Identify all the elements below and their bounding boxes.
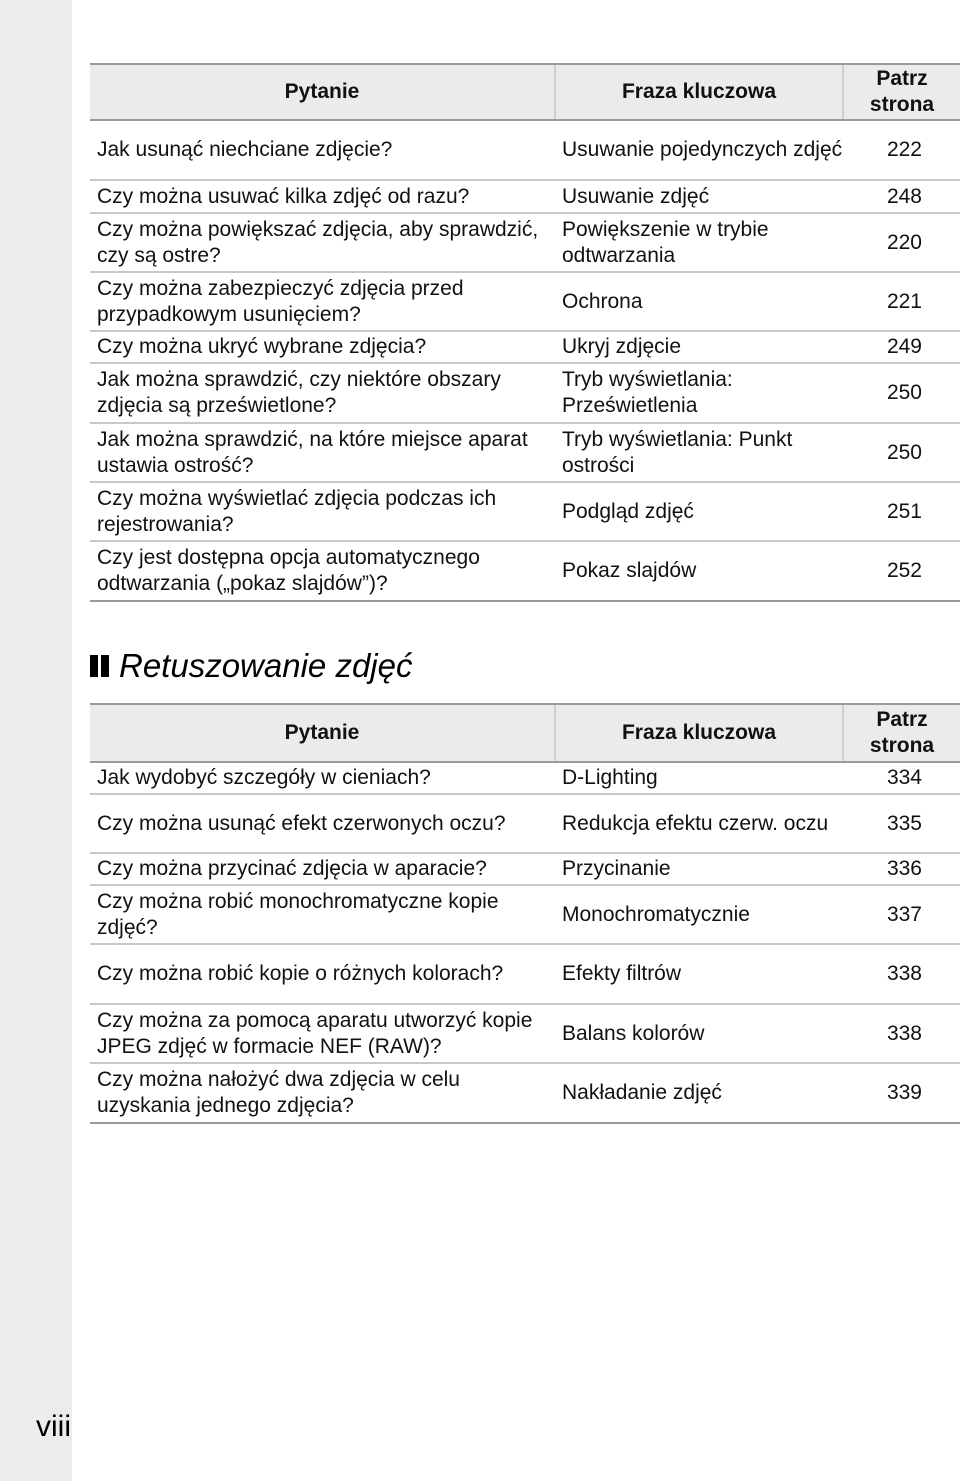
table-row [90, 944, 960, 1004]
page-cell: 339 [843, 1063, 960, 1123]
page-cell: 248 [843, 180, 960, 213]
keyword-cell: Tryb wyświetlania: Punkt ostrości [555, 423, 843, 482]
header-page: Patrz strona [843, 704, 960, 762]
question-cell: Jak można sprawdzić, na które miejsce aparat ustawia ostrość? [90, 423, 555, 482]
keyword-cell: Monochromatycznie [555, 885, 843, 944]
header-keyword: Fraza kluczowa [555, 64, 843, 120]
table-row [90, 331, 960, 363]
table-row [90, 423, 960, 482]
section-marker-icon [90, 655, 109, 677]
table-header-row [90, 64, 960, 120]
keyword-cell: Pokaz slajdów [555, 541, 843, 601]
header-keyword: Fraza kluczowa [555, 704, 843, 762]
table-row [90, 762, 960, 794]
table-row [90, 180, 960, 213]
question-cell: Czy można usunąć efekt czerwonych oczu? [90, 794, 555, 853]
page-cell: 250 [843, 423, 960, 482]
question-cell: Czy można za pomocą aparatu utworzyć kopie JPEG zdjęć w formacie NEF (RAW)? [90, 1004, 555, 1063]
question-cell: Jak wydobyć szczegóły w cieniach? [90, 762, 555, 794]
question-cell: Czy można zabezpieczyć zdjęcia przed przypadkowym usunięciem? [90, 272, 555, 331]
page-cell: 338 [843, 944, 960, 1004]
page-cell: 337 [843, 885, 960, 944]
keyword-cell: Ochrona [555, 272, 843, 331]
section-heading [90, 647, 413, 685]
page-cell: 250 [843, 363, 960, 423]
table-row [90, 853, 960, 885]
keyword-cell: Redukcja efektu czerw. oczu [555, 794, 843, 853]
keyword-cell: Ukryj zdjęcie [555, 331, 843, 363]
table-row [90, 120, 960, 180]
keyword-cell: D-Lighting [555, 762, 843, 794]
question-cell: Czy jest dostępna opcja automatycznego odtwarzania („pokaz slajdów”)? [90, 541, 555, 601]
page-cell: 252 [843, 541, 960, 601]
page-cell: 335 [843, 794, 960, 853]
table-header-row [90, 704, 960, 762]
table-row [90, 482, 960, 541]
keyword-cell: Powiększenie w trybie odtwarzania [555, 213, 843, 272]
page-margin-strip [0, 0, 72, 1481]
keyword-cell: Usuwanie zdjęć [555, 180, 843, 213]
keyword-cell: Tryb wyświetlania: Prześwietlenia [555, 363, 843, 423]
question-cell: Jak można sprawdzić, czy niektóre obszary zdjęcia są prześwietlone? [90, 363, 555, 423]
question-cell: Jak usunąć niechciane zdjęcie? [90, 120, 555, 180]
table-row [90, 885, 960, 944]
question-cell: Czy można przycinać zdjęcia w aparacie? [90, 853, 555, 885]
header-question: Pytanie [90, 704, 555, 762]
table-row [90, 794, 960, 853]
page-cell: 222 [843, 120, 960, 180]
table-row [90, 1063, 960, 1123]
header-question: Pytanie [90, 64, 555, 120]
page-cell: 249 [843, 331, 960, 363]
page-cell: 334 [843, 762, 960, 794]
keyword-cell: Efekty filtrów [555, 944, 843, 1004]
question-cell: Czy można robić kopie o różnych kolorach? [90, 944, 555, 1004]
question-cell: Czy można usuwać kilka zdjęć od razu? [90, 180, 555, 213]
table-row [90, 363, 960, 423]
question-cell: Czy można powiększać zdjęcia, aby sprawdzić, czy są ostre? [90, 213, 555, 272]
question-cell: Czy można robić monochromatyczne kopie zdjęć? [90, 885, 555, 944]
page-cell: 338 [843, 1004, 960, 1063]
question-cell: Czy można nałożyć dwa zdjęcia w celu uzyskania jednego zdjęcia? [90, 1063, 555, 1123]
question-cell: Czy można ukryć wybrane zdjęcia? [90, 331, 555, 363]
keyword-cell: Balans kolorów [555, 1004, 843, 1063]
faq-table-playback [90, 63, 960, 602]
page-cell: 220 [843, 213, 960, 272]
keyword-cell: Podgląd zdjęć [555, 482, 843, 541]
page-cell: 221 [843, 272, 960, 331]
page-number: viii [36, 1410, 71, 1443]
page-cell: 336 [843, 853, 960, 885]
section-title: Retuszowanie zdjęć [119, 647, 413, 684]
page-cell: 251 [843, 482, 960, 541]
table-row [90, 272, 960, 331]
table-row [90, 1004, 960, 1063]
table-row [90, 541, 960, 601]
keyword-cell: Usuwanie pojedynczych zdjęć [555, 120, 843, 180]
table-row [90, 213, 960, 272]
header-page: Patrz strona [843, 64, 960, 120]
keyword-cell: Nakładanie zdjęć [555, 1063, 843, 1123]
question-cell: Czy można wyświetlać zdjęcia podczas ich rejestrowania? [90, 482, 555, 541]
keyword-cell: Przycinanie [555, 853, 843, 885]
faq-table-retouch [90, 703, 960, 1124]
